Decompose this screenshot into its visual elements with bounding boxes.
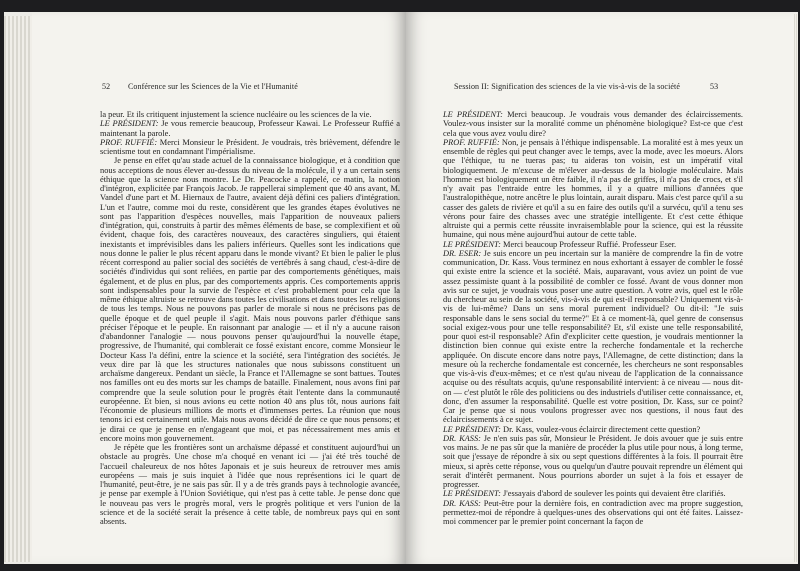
paragraph xyxy=(443,110,743,138)
paragraph-text: Je vous remercie beaucoup, Professeur Kawai. Le Professeur Ruffié a maintenant la parole. xyxy=(100,119,400,138)
speaker-name: LE PRÉSIDENT: xyxy=(443,239,501,249)
speaker-name: PROF. RUFFIÉ: xyxy=(100,137,158,147)
paragraph xyxy=(443,489,743,498)
paragraph-text: la peur. Et ils critiquent injustement la science nucléaire ou les sciences de la vie. xyxy=(100,110,372,119)
page-number: 53 xyxy=(710,82,719,91)
speaker-name: DR. KASS: xyxy=(443,498,481,508)
speaker-name: PROF. RUFFIÉ: xyxy=(443,137,500,147)
paragraph-text: Je n'en suis pas sûr, Monsieur le Président. Je dois avouer que je suis entre vos mains. Je ne pas sûr que la manière de procéder la plus utile pour nous, à long terme, soit que j'essaye de répondre à six ou sept questions différentes à la fois. Il pourrait être mieux, si après cette réponse, vous ou quelqu'un d'autre pouvait reprendre un élément qui serait d'intérêt permanent. Nous pourrions aborder un sujet à la fois et essayer de progresser. xyxy=(443,433,744,489)
paragraph xyxy=(443,249,743,425)
page-body xyxy=(100,110,400,526)
paragraph-text: Merci Monsieur le Président. Je voudrais, très brièvement, défendre le scientisme tout en condamnant l'impérialisme. xyxy=(100,137,401,156)
running-head: Session II: Signification des sciences de la vie vis-à-vis de la société xyxy=(454,82,681,91)
book-page-edges-right xyxy=(794,14,798,562)
page-number: 52 xyxy=(102,82,111,91)
paragraph xyxy=(443,240,743,249)
paragraph-text: Merci beaucoup. Je voudrais vous demander des éclaircissements. Voulez-vous insister sur la moralité comme un phénomène biologique? Est-ce que c'est cela que vous avez voulu dire? xyxy=(443,110,743,138)
running-head: Conférence sur les Sciences de la Vie et l'Humanité xyxy=(128,82,298,91)
paragraph xyxy=(100,119,400,138)
paragraph xyxy=(443,434,743,490)
paragraph xyxy=(443,138,743,240)
speaker-name: LE PRÉSIDENT: xyxy=(100,119,159,129)
paragraph-text: Merci beaucoup Professeur Ruffié. Professeur Eser. xyxy=(500,239,677,249)
speaker-name: DR. ESER: xyxy=(443,248,482,258)
page-body xyxy=(443,110,743,526)
paragraph-text: Je suis encore un peu incertain sur la manière de comprendre la fin de votre communication, Dr. Kass. Vous terminez en nous exhortant à essayer de combler le fossé qui existe entre la science et la société. Mais, auparavant, vous aviez un point de vue assez pessimiste quant à la possibilité de combler ce fossé. Avant de vous donner mon avis sur ce sujet, je voudrais vous poser une autre question. A votre avis, quel est le rôle du chercheur au sein de la société, vis-à-vis de qui est-il responsable? Uniquement vis-à-vis de lui-même? Dans un sens moral purement individuel? Ou dit-il: "Je suis responsable dans le sens social du terme?" Et à ce moment-là, quel genre de consensus social exigez-vous pour une telle responsabilité? Et, s'il existe une telle responsabilité, pour quoi est-il responsable? Afin d'expliciter cette question, je voudrais mentionner la distinction bien connue qui existe entre la recherche fondamentale et la recherche appliquée. On discute encore dans notre pays, l'Allemagne, de cette distinction; dans la mesure où la recherche fondamentale est concernée, les chercheurs ne sont responsables que vis-à-vis d'eux-mêmes; et ce n'est qu'au niveau de l'application de la connaissance acquise ou des résultats acquis, qu'une responsabilité intervient: à ce niveau — nous dit-on — c'est plutôt le rôle des politiciens ou des industriels d'utiliser cette connaissance, et, donc, d'en assumer la responsabilité. Quelle est votre position, Dr. Kass, sur ce point? Car je pense que si nous voulons progresser avec nos questions, il nous faut des éclaircissements à ce sujet. xyxy=(443,248,743,425)
paragraph xyxy=(100,138,400,157)
left-page xyxy=(32,12,406,564)
open-book xyxy=(4,12,798,564)
paragraph-text: Peut-être pour la dernière fois, en contradiction avec ma propre suggestion, permettez-moi de répondre à quelques-unes des observations qui ont été faites. Laissez-moi commencer par le premier point concernant la façon de xyxy=(443,498,743,526)
paragraph xyxy=(443,425,743,434)
paragraph xyxy=(100,156,400,443)
paragraph-text: J'essayais d'abord de soulever les points qui devaient être clarifiés. xyxy=(500,489,726,499)
paragraph-text: Non, je pensais à l'éthique indispensable. La moralité est à mes yeux un ensemble de règles qui peut changer avec le temps, avec la mode, avec les moeurs. Alors que l'éthique, tu ne tueras pas; tu aideras ton voisin, est un impératif vital biologiquement. Je m'excuse de m'élever au-dessus de la biologie moléculaire. Mais l'homme est biologiquement un être faible, il n'a pas de griffes, il n'a pas de crocs, et s'il n'y avait pas l'entraide entre les hommes, il y a quatre millions d'années que l'australopithèque, notre ancêtre le plus lointain, aurait disparu. Mais c'est parce qu'il a su casser des galets de rivière et qu'il a su en faire des outils qu'il a survécu, qu'il a tenu ses vérons pour faire des chasses avec une stratégie intelligente. Et c'est cette éthique altruiste qui a permis cette réussite invraisemblable pour la science, qui est la réussite humaine, qui nous mène aujourd'hui autour de cette table. xyxy=(443,137,744,240)
paragraph-text: Dr. Kass, voulez-vous éclaircir directement cette question? xyxy=(500,424,701,434)
book-page-edges-left xyxy=(4,16,34,562)
paragraph xyxy=(443,499,743,527)
paragraph-text: Je répète que les frontières sont un archaïsme dépassé et constituent aujourd'hui un obstacle au progrès. Une chose m'a choqué en venant ici — j'ai été très touché de l'accueil chaleureux de nos hôtes Japonais et je suis heureux de retrouver mes amis européens — mais je suis inquiet à l'idée que nous représentions ici le quart de l'humanité, peut-être, je ne sais pas sûr. Il y a de très grands pays à technologie avancée, je pense par exemple à l'Union Soviétique, qui n'est pas à cette table. Je pense donc que le nouveau pas vers le progrès moral, vers le progrès politique et vers l'union de la science et de la société serait la présence à cette table, de nombreux pays qui en sont absents. xyxy=(100,443,400,526)
paragraph xyxy=(100,443,400,526)
speaker-name: LE PRÉSIDENT: xyxy=(443,424,501,434)
speaker-name: LE PRÉSIDENT: xyxy=(443,110,503,119)
speaker-name: LE PRÉSIDENT: xyxy=(443,489,501,499)
paragraph xyxy=(100,110,400,119)
speaker-name: DR. KASS: xyxy=(443,433,481,443)
paragraph-text: Je pense en effet qu'au stade actuel de la connaissance biologique, et à condition que nous acceptions de nous élever au-dessus du niveau de la molécule, il y a un certain sens éthique que la science nous montre. Le Dr. Peacocke a rappelé, ce matin, la notion d'intégron, explicitée par François Jacob. Je rappellerai simplement que 40 ans avant, M. Vandel d'une part et M. Hiernaux de l'autre, avaient déjà défini ces paliers d'intégration. L'un et l'autre, comme moi du reste, considèrent que les grandes étapes évolutives ne sont pas l'apparition d'espèces nouvelles, mais l'apparition de nouveaux paliers d'intégration, qui, construits à partir des mêmes éléments de base, se complexifient et où évident, chaque fois, des caractères nouveaux, des caractères singuliers, qui étaient inexistants et imprévisibles dans les paliers inférieurs. Quelles sont les indications que nous donne le palier le plus récent apparu dans le monde vivant? Et bien le palier le plus récent correspond au palier social des sociétés de vertébrés à sang chaud, c'est-à-dire de sociétés d'individus qui sont reliées, en partie par des comportements génétiques, mais également, et de plus en plus, par des comportements appris. Ces comportements appris sont indispensables pour la survie de l'espèce et c'est probablement pour cela que la même éthique altruiste se retrouve dans toutes les civilisations et dans toutes les religions de tous les temps. Nous ne pouvons pas parler de morale si nous ne précisons pas de quelle époque et de quel peuple il s'agit. Mais nous pouvons parler d'éthique sans préciser l'époque et le peuple. En raisonnant par analogie — et il n'y a aucune raison d'abandonner l'analogie — nous pouvons penser qu'aujourd'hui la nouvelle étape, progressive, de l'humanité, qui comblerait ce fossé existant encore, comme Monsieur le Docteur Kass l'a défini, entre la science et la société, sera l'intégration des sociétés. Je veux dire par là que les structures nationales que nous subissons constituent un archaïsme dangereux. Pendant un siècle, la France et l'Allemagne se sont battues. Toutes nos familles ont eu des morts sur les champs de bataille. Finalement, nous avons fini par comprendre que la seule solution pour le progrès était l'entente dans la communauté européenne. Et bien, si nous avions eu cette notion 40 ans plus tôt, nous aurions fait l'économie de plusieurs millions de morts et d'immenses pertes. La réunion que nous tenons ici est certainement utile. Mais nous avons décidé de dire ce que nous pensons; et je dirai ce que je pense en n'engageant que moi, et pas nécessairement mes amis et encore moins mon gouvernement. xyxy=(100,156,400,443)
right-page xyxy=(406,12,798,564)
